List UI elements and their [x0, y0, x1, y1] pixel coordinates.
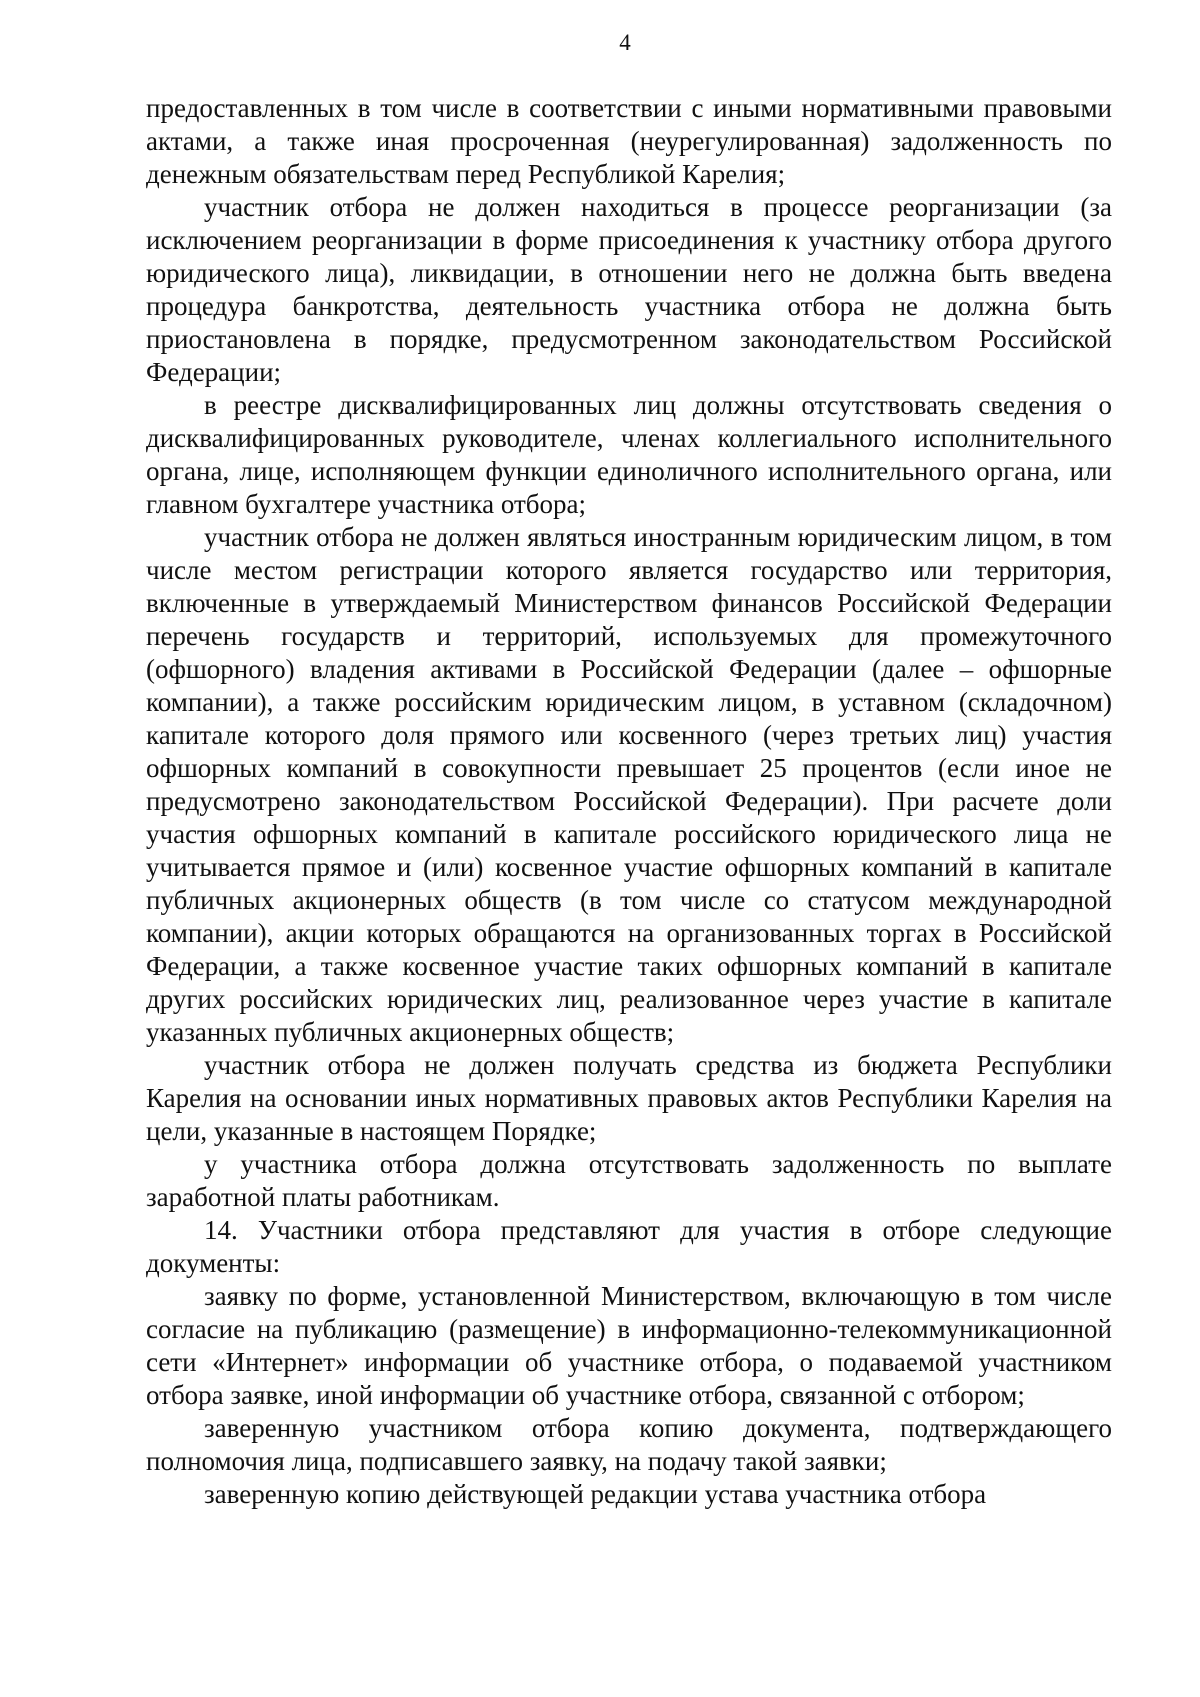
paragraph-disqualified-persons-requirement: в реестре дисквалифицированных лиц должны отсутствовать сведения о дисквалифицированных руководителе, членах коллегиального исполнительного органа, лице, исполняющем функции единоличного исполнительного органа, или главном бухгалтере участника отбора; [146, 390, 1112, 519]
paragraph-continuation: предоставленных в том числе в соответствии с иными нормативными правовыми актами, а также иная просроченная (неурегулированная) задолженность по денежным обязательствам перед Республикой Карелия; [146, 93, 1112, 189]
page-number: 4 [619, 30, 631, 55]
document-body [146, 92, 1112, 1511]
paragraph-wage-debt-requirement: у участника отбора должна отсутствовать задолженность по выплате заработной платы работникам. [146, 1149, 1112, 1212]
paragraph-item-14: 14. Участники отбора представляют для участия в отборе следующие документы: [146, 1215, 1112, 1278]
paragraph-offshore-requirement: участник отбора не должен являться иностранным юридическим лицом, в том числе местом регистрации которого является государство или территория, включенные в утверждаемый Министерством финансов Российской Федерации перечень государств и территорий, используемых для промежуточного (офшорного) владения активами в Российской Федерации (далее – офшорные компании), а также российским юридическим лицом, в уставном (складочном) капитале которого доля прямого или косвенного (через третьих лиц) участия офшорных компаний в совокупности превышает 25 процентов (если иное не предусмотрено законодательством Российской Федерации). При расчете доли участия офшорных компаний в капитале российского юридического лица не учитывается прямое и (или) косвенное участие офшорных компаний в капитале публичных акционерных обществ (в том числе со статусом международной компании), акции которых обращаются на организованных торгах в Российской Федерации, а также косвенное участие таких офшорных компаний в капитале других российских юридических лиц, реализованное через участие в капитале указанных публичных акционерных обществ; [146, 522, 1112, 1047]
paragraph-reorganization-requirement: участник отбора не должен находиться в процессе реорганизации (за исключением реорганизации в форме присоединения к участнику отбора другого юридического лица), ликвидации, в отношении него не должна быть введена процедура банкротства, деятельность участника отбора не должна быть приостановлена в порядке, предусмотренном законодательством Российской Федерации; [146, 192, 1112, 387]
paragraph-budget-funds-requirement: участник отбора не должен получать средства из бюджета Республики Карелия на основании иных нормативных правовых актов Республики Карелия на цели, указанные в настоящем Порядке; [146, 1050, 1112, 1146]
paragraph-charter-copy: заверенную копию действующей редакции устава участника отбора [204, 1479, 987, 1509]
paragraph-application-form: заявку по форме, установленной Министерством, включающую в том числе согласие на публикацию (размещение) в информационно-телекоммуникационной сети «Интернет» информации об участнике отбора, о подаваемой участником отбора заявке, иной информации об участнике отбора, связанной с отбором; [146, 1281, 1112, 1410]
paragraph-authority-document: заверенную участником отбора копию документа, подтверждающего полномочия лица, подписавшего заявку, на подачу такой заявки; [146, 1413, 1112, 1476]
